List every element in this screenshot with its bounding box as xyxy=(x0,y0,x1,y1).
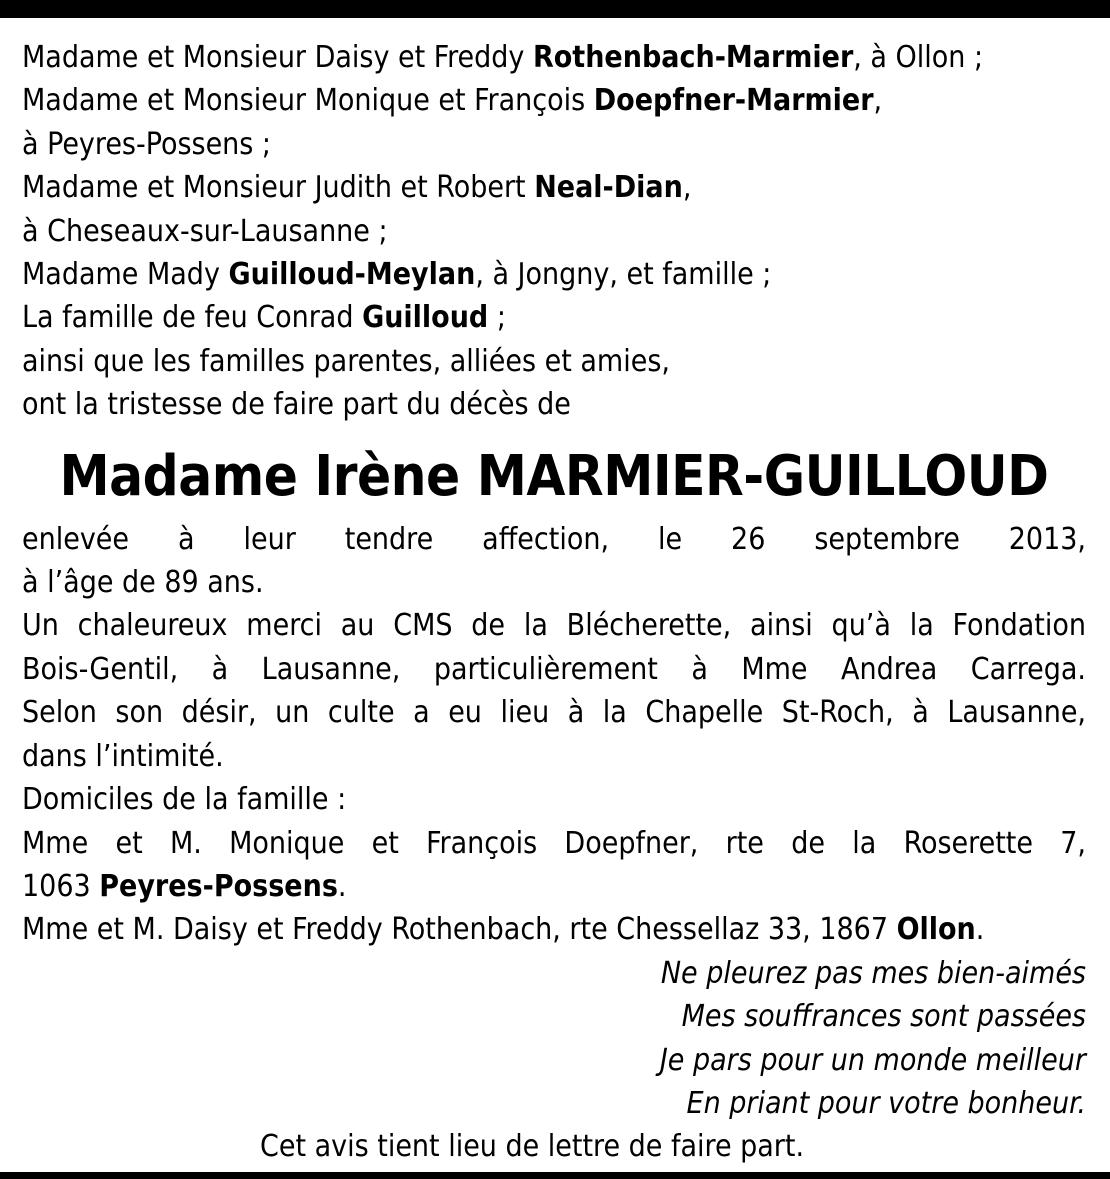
family-name: Guilloud-Meylan xyxy=(228,257,476,293)
deceased-name-heading: Madame Irène MARMIER-GUILLOUD xyxy=(59,443,1049,509)
poem-line-2: Mes souffrances sont passées xyxy=(681,999,1086,1035)
family-name: Doepfner-Marmier xyxy=(593,83,874,119)
body-line-7: Domiciles de la famille : xyxy=(22,782,347,818)
text-segment: , xyxy=(682,170,692,206)
family-line-6 xyxy=(22,253,1086,296)
body-line-1: enlevée à leur tendre affection, le 26 septembre 2013, xyxy=(22,521,1086,557)
family-line-1 xyxy=(22,36,1086,79)
body-line-9 xyxy=(22,865,1086,908)
family-line-8: ainsi que les familles parentes, alliées et amies, xyxy=(22,343,670,379)
text-segment: Madame et Monsieur Monique et François xyxy=(22,83,594,119)
family-line-2 xyxy=(22,79,1086,122)
top-border-rule xyxy=(0,0,1110,18)
poem-line-4: En priant pour votre bonheur. xyxy=(686,1085,1086,1121)
family-line-3: à Peyres-Possens ; xyxy=(22,126,272,162)
text-segment: Mme et M. Daisy et Freddy Rothenbach, rte Chessellaz 33, 1867 xyxy=(22,912,897,948)
text-segment: Madame Mady xyxy=(22,257,229,293)
text-segment: Madame et Monsieur Judith et Robert xyxy=(22,170,535,206)
closing-note: Cet avis tient lieu de lettre de faire part. xyxy=(260,1129,805,1165)
locality-name: Ollon xyxy=(896,912,976,948)
body-line-2: à l’âge de 89 ans. xyxy=(22,565,264,601)
body-line-4: Bois-Gentil, à Lausanne, particulièrement à Mme Andrea Carrega. xyxy=(22,651,1086,687)
family-name: Rothenbach-Marmier xyxy=(532,40,854,75)
text-segment: , à Jongny, et famille ; xyxy=(475,257,772,293)
text-segment: , xyxy=(873,83,883,119)
locality-name: Peyres-Possens xyxy=(99,868,338,904)
family-name: Guilloud xyxy=(362,300,489,336)
family-line-7 xyxy=(22,296,1086,339)
family-line-9: ont la tristesse de faire part du décès de xyxy=(22,387,571,423)
bottom-border-rule xyxy=(0,1172,1110,1179)
family-line-4 xyxy=(22,166,1086,209)
text-segment: . xyxy=(337,868,347,904)
text-segment: Madame et Monsieur Daisy et Freddy xyxy=(22,40,533,75)
poem-line-1: Ne pleurez pas mes bien-aimés xyxy=(660,955,1086,991)
family-name: Neal-Dian xyxy=(534,170,683,206)
body-line-5: Selon son désir, un culte a eu lieu à la Chapelle St-Roch, à Lausanne, xyxy=(22,695,1086,731)
text-segment: ; xyxy=(488,300,506,336)
obituary-notice xyxy=(22,36,1086,1169)
body-line-8: Mme et M. Monique et François Doepfner, rte de la Roserette 7, xyxy=(22,825,1086,861)
body-line-10 xyxy=(22,908,1086,951)
body-line-3: Un chaleureux merci au CMS de la Blécherette, ainsi qu’à la Fondation xyxy=(22,608,1086,644)
poem-line-3: Je pars pour un monde meilleur xyxy=(659,1042,1086,1078)
text-segment: 1063 xyxy=(22,868,100,904)
text-segment: . xyxy=(975,912,985,948)
text-segment: La famille de feu Conrad xyxy=(22,300,363,336)
body-line-6: dans l’intimité. xyxy=(22,738,224,774)
text-segment: , à Ollon ; xyxy=(853,40,984,75)
family-line-5: à Cheseaux-sur-Lausanne ; xyxy=(22,213,388,249)
